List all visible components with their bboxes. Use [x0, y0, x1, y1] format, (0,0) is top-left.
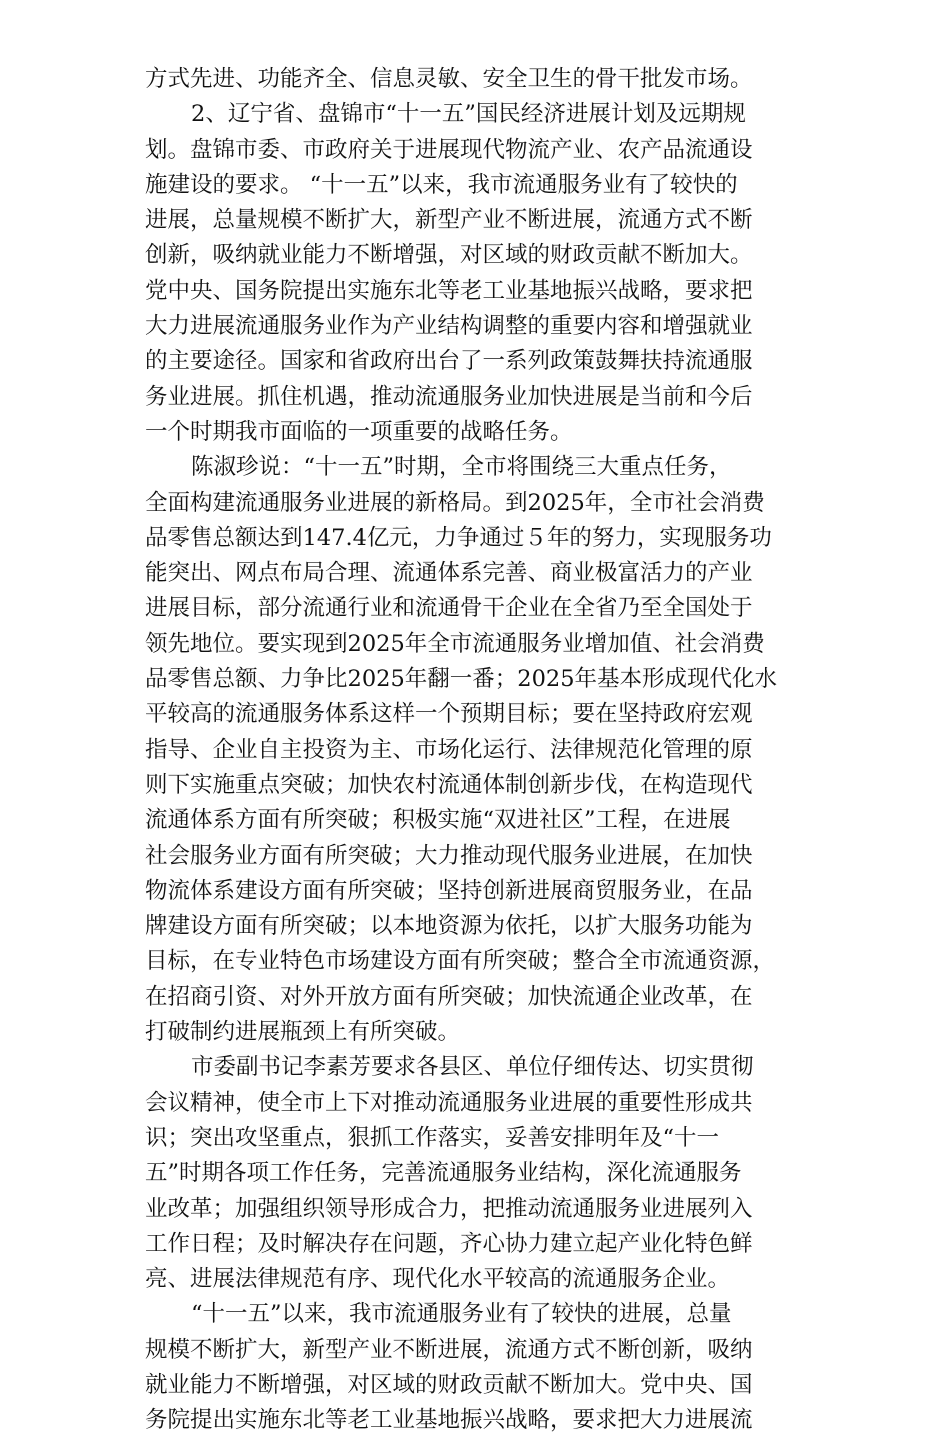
text-line: 识；突出攻坚重点，狠抓工作落实，妥善安排明年及“十一 [145, 1124, 720, 1151]
paragraph-first-line: “十一五”以来，我市流通服务业有了较快的进展，总量 [191, 1301, 732, 1328]
text-line: 全面构建流通服务业进展的新格局。到2025年，全市社会消费 [145, 489, 765, 516]
text-line: 的主要途径。国家和省政府出台了一系列政策鼓舞扶持流通服 [145, 348, 753, 375]
text-line: 会议精神，使全市上下对推动流通服务业进展的重要性形成共 [145, 1089, 753, 1116]
document-body [145, 62, 805, 1439]
text-line: 务业进展。抓住机遇，推动流通服务业加快进展是当前和今后 [145, 383, 753, 410]
text-line: 进展，总量规模不断扩大，新型产业不断进展，流通方式不断 [145, 207, 753, 234]
text-line: 方式先进、功能齐全、信息灵敏、安全卫生的骨干批发市场。 [145, 66, 753, 92]
text-line: 党中央、国务院提出实施东北等老工业基地振兴战略，要求把 [145, 277, 753, 304]
text-line: 规模不断扩大，新型产业不断进展，流通方式不断创新，吸纳 [145, 1336, 753, 1363]
text-line: 五”时期各项工作任务，完善流通服务业结构，深化流通服务 [145, 1160, 742, 1187]
paragraph-first-line: 2、辽宁省、盘锦市“十一五”国民经济进展计划及远期规 [191, 101, 746, 128]
text-line: 在招商引资、对外开放方面有所突破；加快流通企业改革，在 [145, 983, 753, 1010]
text-line: 亮、进展法律规范有序、现代化水平较高的流通服务企业。 [145, 1266, 731, 1293]
text-line: 施建设的要求。 “十一五”以来，我市流通服务业有了较快的 [145, 171, 738, 198]
text-line: 目标，在专业特色市场建设方面有所突破；整合全市流通资源， [145, 948, 776, 975]
text-line: 能突出、网点布局合理、流通体系完善、商业极富活力的产业 [145, 560, 753, 587]
text-line: 划。盘锦市委、市政府关于进展现代物流产业、农产品流通设 [145, 136, 753, 163]
text-line: 平较高的流通服务体系这样一个预期目标；要在坚持政府宏观 [145, 701, 753, 728]
text-line: 务院提出实施东北等老工业基地振兴战略，要求把大力进展流 [145, 1407, 753, 1434]
text-line: 指导、企业自主投资为主、市场化运行、法律规范化管理的原 [145, 736, 753, 763]
text-line: 则下实施重点突破；加快农村流通体制创新步伐，在构造现代 [145, 771, 753, 798]
text-line: 社会服务业方面有所突破；大力推动现代服务业进展，在加快 [145, 842, 753, 869]
text-line: 创新，吸纳就业能力不断增强，对区域的财政贡献不断加大。 [145, 242, 753, 269]
text-line: 一个时期我市面临的一项重要的战略任务。 [145, 418, 573, 445]
paragraph-first-line: 陈淑珍说：“十一五”时期，全市将围绕三大重点任务， [191, 454, 732, 481]
text-line: 品零售总额达到147.4亿元，力争通过５年的努力，实现服务功 [145, 524, 772, 551]
text-line: 品零售总额、力争比2025年翻一番；2025年基本形成现代化水 [145, 666, 778, 693]
paragraph-first-line: 市委副书记李素芳要求各县区、单位仔细传达、切实贯彻 [191, 1054, 754, 1081]
text-line: 业改革；加强组织领导形成合力，把推动流通服务业进展列入 [145, 1195, 753, 1222]
text-line: 流通体系方面有所突破；积极实施“双进社区”工程，在进展 [145, 807, 731, 834]
text-line: 工作日程；及时解决存在问题，齐心协力建立起产业化特色鲜 [145, 1230, 753, 1257]
text-line: 领先地位。要实现到2025年全市流通服务业增加值、社会消费 [145, 630, 765, 657]
text-line: 打破制约进展瓶颈上有所突破。 [145, 1019, 461, 1046]
text-line: 进展目标，部分流通行业和流通骨干企业在全省乃至全国处于 [145, 595, 753, 622]
text-line: 大力进展流通服务业作为产业结构调整的重要内容和增强就业 [145, 313, 753, 340]
text-line: 牌建设方面有所突破；以本地资源为依托，以扩大服务功能为 [145, 913, 753, 940]
text-line: 物流体系建设方面有所突破；坚持创新进展商贸服务业，在品 [145, 877, 753, 904]
text-line: 就业能力不断增强，对区域的财政贡献不断加大。党中央、国 [145, 1371, 753, 1398]
